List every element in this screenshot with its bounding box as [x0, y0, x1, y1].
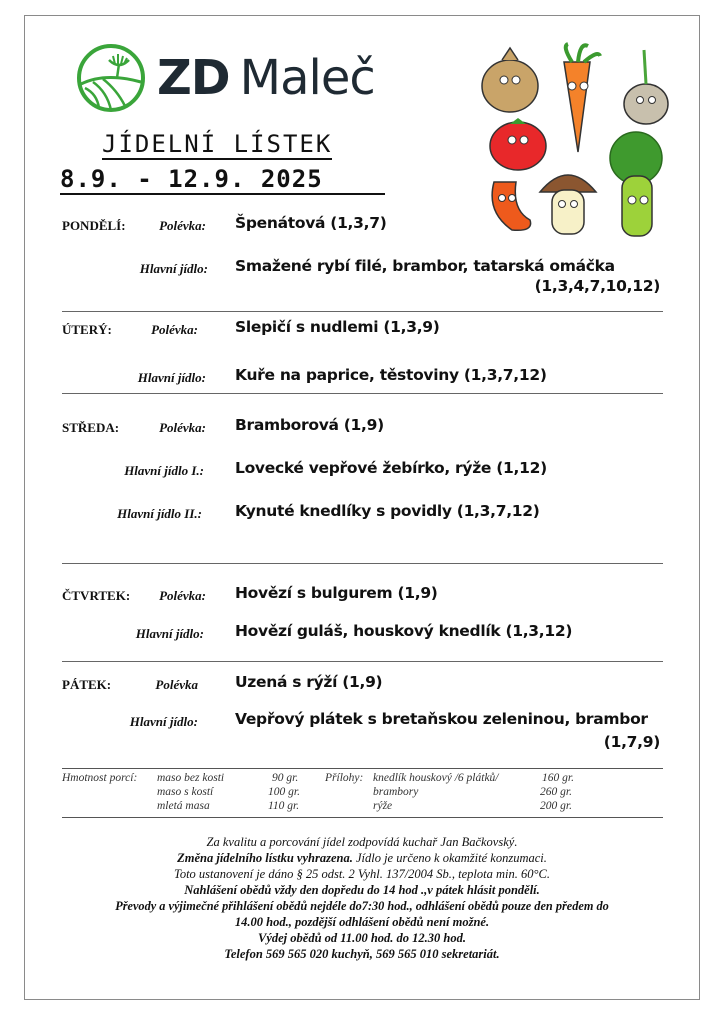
- dish-main-allergens: (1,3,4,7,10,12): [534, 277, 660, 295]
- footer-serving: Výdej obědů od 11.00 hod. do 12.30 hod.: [258, 931, 466, 945]
- dish-main-1: Lovecké vepřové žebírko, rýže (1,12): [235, 459, 547, 477]
- label-soup: Polévka:: [159, 218, 206, 233]
- logo-wordmark: [157, 50, 375, 106]
- divider: [62, 661, 663, 662]
- dish-soup: Špenátová (1,3,7): [235, 214, 387, 232]
- portion-name: maso s kostí: [157, 786, 214, 798]
- side-weight: 160 gr.: [542, 772, 574, 784]
- day-monday: PONDĚLÍ:: [62, 218, 126, 233]
- label-main: Hlavní jídlo:: [139, 261, 208, 276]
- dish-main: Kuře na paprice, těstoviny (1,3,7,12): [235, 366, 547, 384]
- side-name: knedlík houskový /6 plátků/: [373, 772, 499, 784]
- logo-zd: ZD: [157, 50, 230, 106]
- label-soup: Polévka:: [159, 420, 206, 435]
- vegetables-illustration-icon: [472, 42, 682, 242]
- footer-notes: [26, 834, 698, 962]
- footer-order: Nahlášení obědů vždy den dopředu do 14 hod .,v pátek hlásit pondělí.: [184, 883, 540, 897]
- side-name: rýže: [373, 800, 393, 812]
- day-tuesday: ÚTERÝ:: [62, 322, 112, 337]
- day-friday: PÁTEK:: [62, 677, 112, 692]
- divider: [62, 393, 663, 394]
- footer-change-bold: Změna jídelního lístku vyhrazena.: [177, 851, 353, 865]
- divider: [62, 817, 663, 818]
- label-main-2: Hlavní jídlo II.:: [117, 506, 202, 521]
- dish-main-allergens: (1,7,9): [603, 733, 660, 751]
- footer-cancel: 14.00 hod., pozdější odhlášení obědů není možné.: [234, 915, 490, 929]
- portion-weight: 90 gr.: [272, 772, 299, 784]
- portion-name: mletá masa: [157, 800, 210, 812]
- footer-change: [26, 850, 698, 866]
- label-soup: Polévka:: [159, 588, 206, 603]
- dish-soup: Uzená s rýží (1,9): [235, 673, 383, 691]
- dish-soup: Hovězí s bulgurem (1,9): [235, 584, 438, 602]
- day-wednesday: STŘEDA:: [62, 420, 120, 435]
- day-thursday: ČTVRTEK:: [62, 588, 131, 603]
- dish-soup: Bramborová (1,9): [235, 416, 384, 434]
- divider: [62, 563, 663, 564]
- label-soup: Polévka:: [151, 322, 198, 337]
- field-logo-icon: [75, 42, 147, 114]
- label-main: Hlavní jídlo:: [135, 626, 204, 641]
- label-main: Hlavní jídlo:: [129, 714, 198, 729]
- dish-main: Vepřový plátek s bretaňskou zeleninou, brambor: [235, 710, 648, 728]
- footer-chef: Za kvalitu a porcování jídel zodpovídá kuchař Jan Bačkovský.: [206, 835, 518, 849]
- footer-regulation: Toto ustanovení je dáno § 25 odst. 2 Vyhl. 137/2004 Sb., teplota min. 60°C.: [174, 867, 550, 881]
- page-title: JÍDELNÍ LÍSTEK: [102, 130, 333, 158]
- portion-weight: 100 gr.: [268, 786, 300, 798]
- footer-transfer: Převody a výjimečné přihlášení obědů nejdéle do7:30 hod., odhlášení obědů pouze den předem do: [115, 899, 609, 913]
- footer-phone: Telefon 569 565 020 kuchyň, 569 565 010 sekretariát.: [224, 947, 500, 961]
- logo-name: Maleč: [239, 50, 375, 106]
- date-range: 8.9. - 12.9. 2025: [60, 165, 385, 195]
- portion-weight: 110 gr.: [268, 800, 300, 812]
- company-logo: [75, 42, 375, 114]
- footer-change-rest: Jídlo je určeno k okamžité konzumaci.: [352, 851, 547, 865]
- portion-name: maso bez kosti: [157, 772, 225, 784]
- portions-label: Hmotnost porcí:: [62, 772, 138, 784]
- divider: [62, 768, 663, 769]
- label-main-1: Hlavní jídlo I.:: [124, 463, 204, 478]
- divider: [62, 311, 663, 312]
- side-name: brambory: [373, 786, 419, 798]
- dish-soup: Slepičí s nudlemi (1,3,9): [235, 318, 440, 336]
- sides-label: Přílohy:: [325, 772, 364, 784]
- side-weight: 260 gr.: [540, 786, 572, 798]
- label-soup: Polévka: [155, 677, 198, 692]
- dish-main: Smažené rybí filé, brambor, tatarská omáčka: [235, 257, 615, 275]
- dish-main-2: Kynuté knedlíky s povidly (1,3,7,12): [235, 502, 540, 520]
- label-main: Hlavní jídlo:: [137, 370, 206, 385]
- dish-main: Hovězí guláš, houskový knedlík (1,3,12): [235, 622, 573, 640]
- side-weight: 200 gr.: [540, 800, 572, 812]
